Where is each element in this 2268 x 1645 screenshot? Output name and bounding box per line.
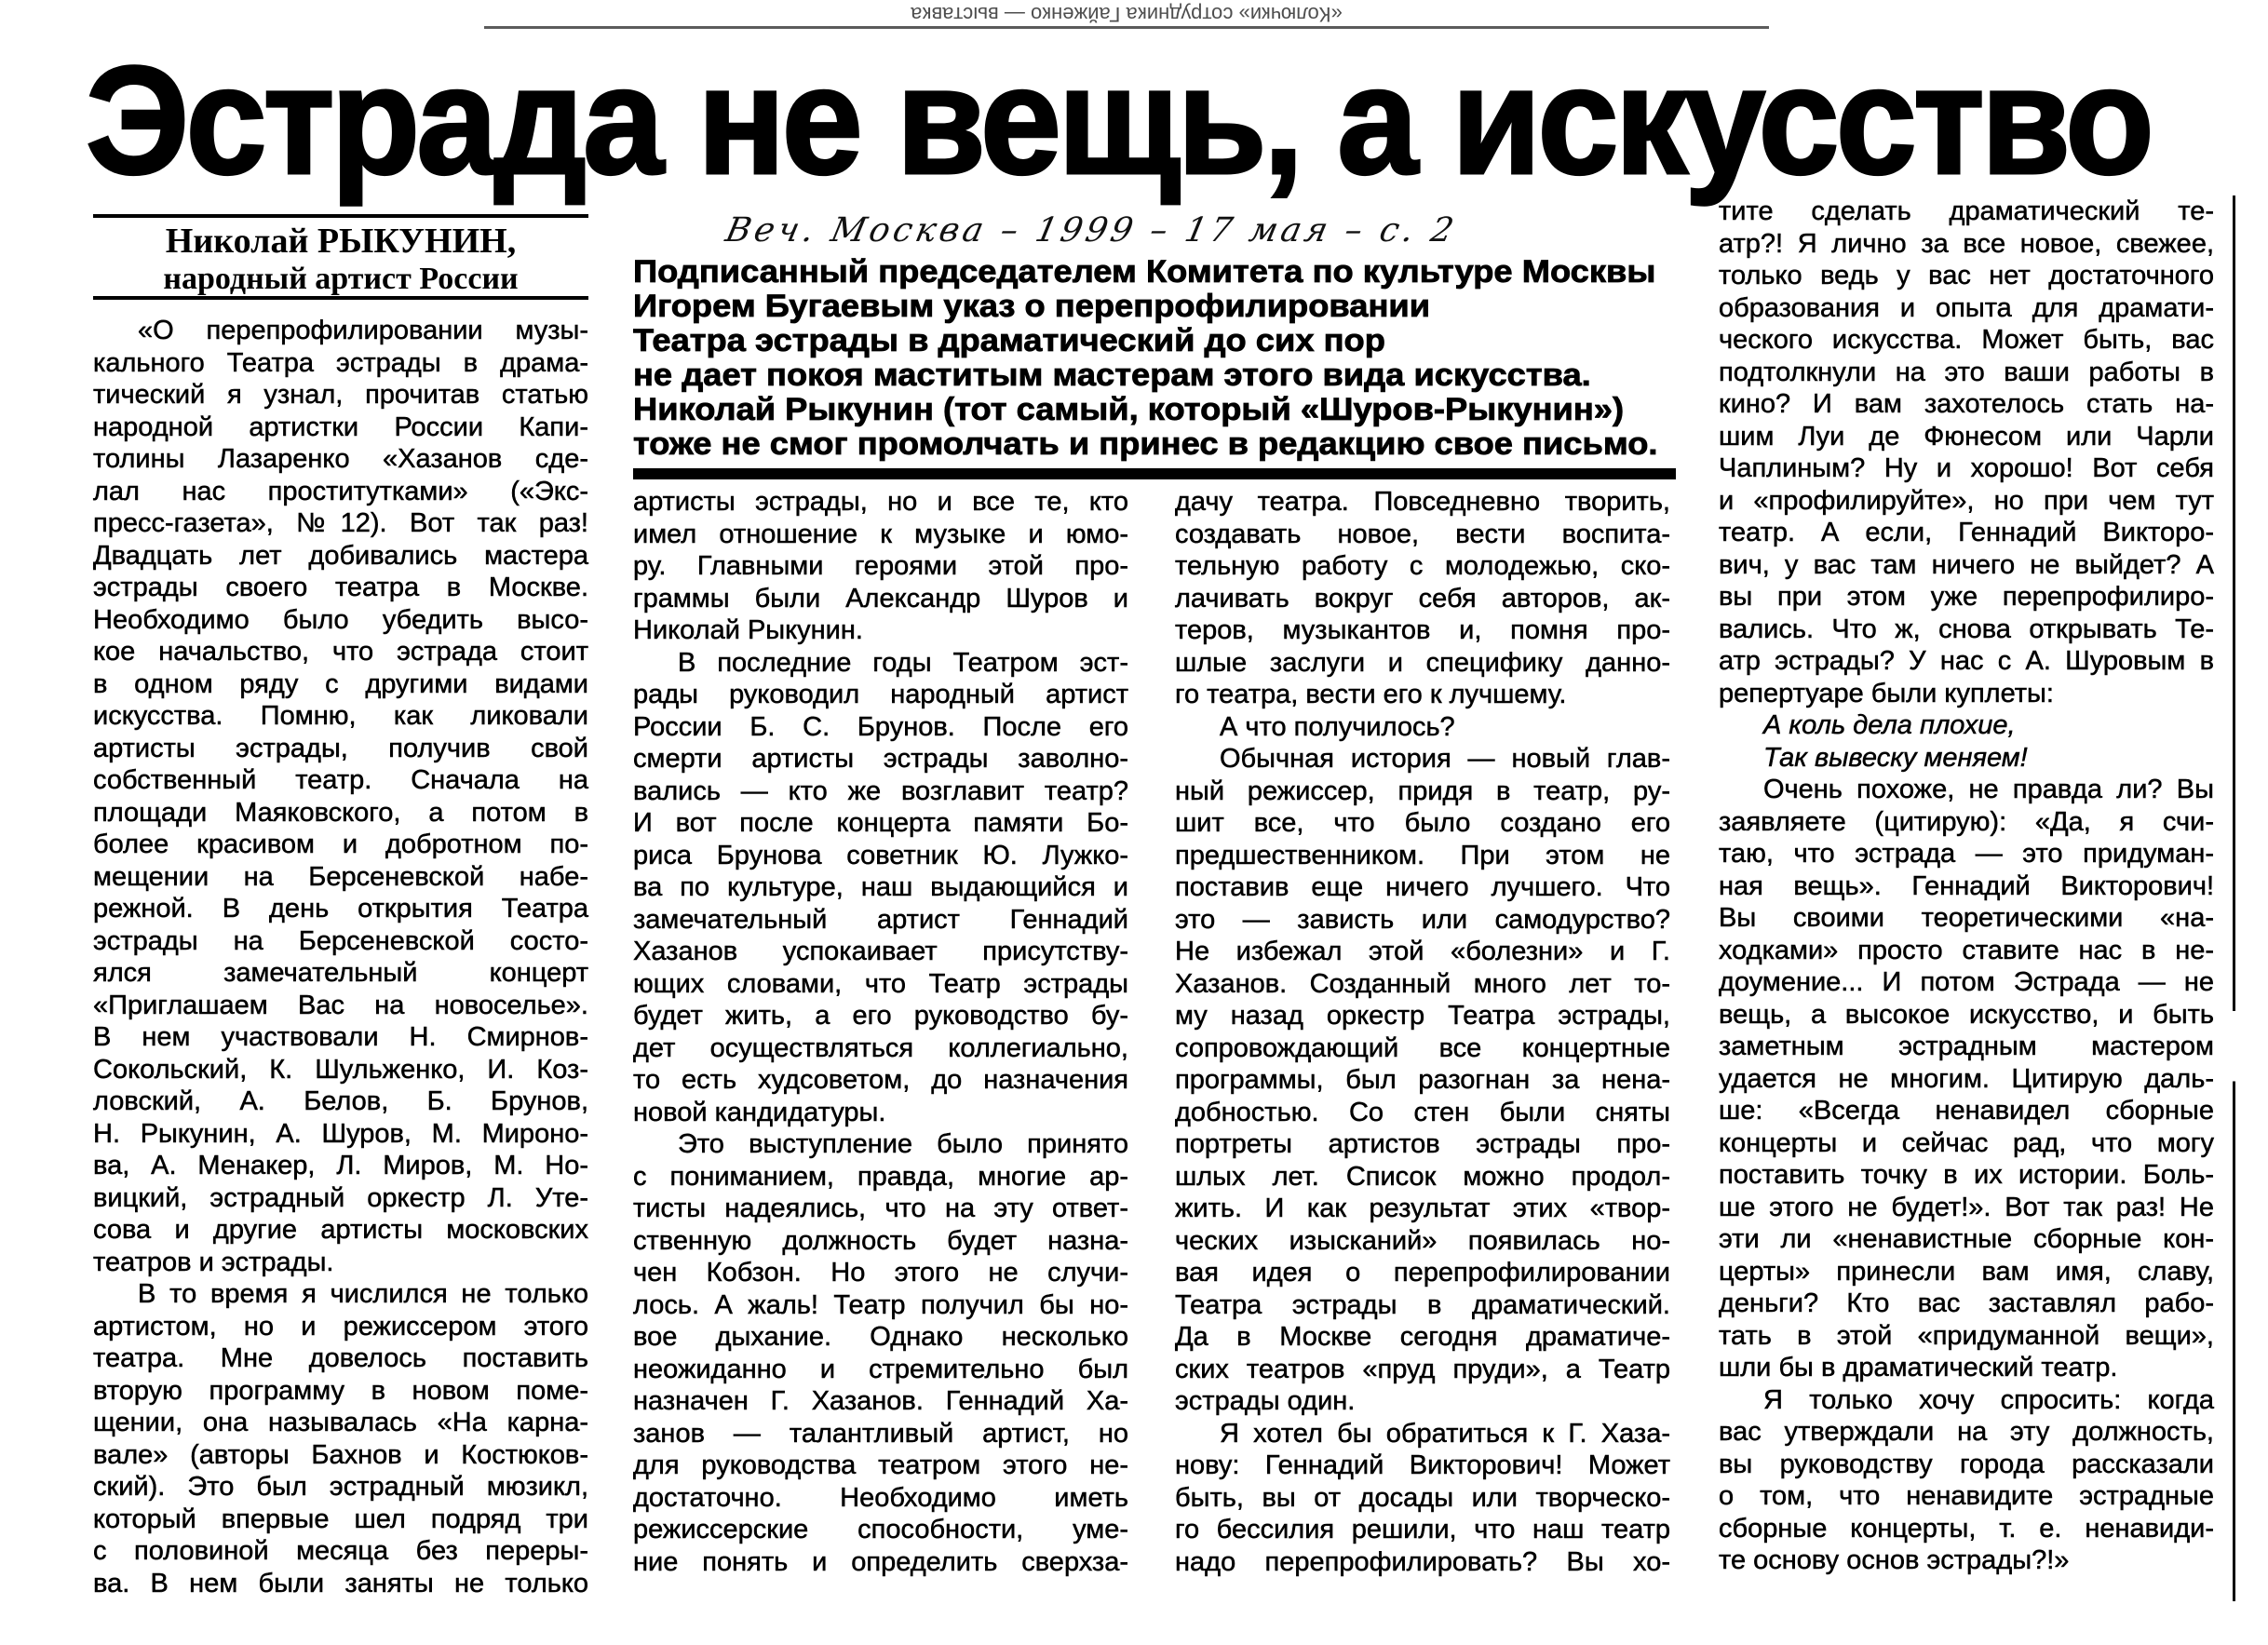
text-line: замечательный артист Геннадий (633, 904, 1128, 935)
text-line: артистом, но и режиссером этого (93, 1311, 588, 1342)
text-line: театр. А если, Геннадий Викторо- (1719, 518, 2214, 547)
text-line: теров, музыкантов и, помня про- (1175, 615, 1670, 645)
text-line: тите сделать драматический те- (1719, 196, 2214, 226)
text-line: И вот после концерта памяти Бо- (633, 808, 1128, 838)
text-line: Двадцать лет добивались мастера (93, 540, 588, 571)
text-line: искусства. Помню, как ликовали (93, 701, 588, 731)
text-line: режной. В день открытия Театра (93, 894, 588, 924)
text-line: артисты эстрады, но и все те, кто (633, 487, 1128, 517)
text-line: будет жить, а его руководство бу- (633, 1001, 1128, 1031)
text-line: вас утверждали на эту должность, (1719, 1417, 2214, 1447)
text-line: и «профилируйте», но при чем тут (1719, 485, 2214, 516)
text-line: му назад оркестр Театра эстрады, (1175, 1001, 1670, 1031)
text-line: Николай Рыкунин. (633, 615, 863, 645)
text-line: лось. А жаль! Театр получил бы но- (633, 1289, 1128, 1320)
handwritten-source-note: Веч. Москва – 1999 – 17 мая – с. 2 (722, 211, 1461, 249)
text-line: вицкий, эстрадный оркестр Л. Уте- (93, 1182, 588, 1213)
text-line: тический я узнал, прочитав статью (93, 380, 588, 410)
text-line: вое дыхание. Однако несколько (633, 1322, 1128, 1352)
text-line: толины Лазаренко «Хазанов сде- (93, 444, 588, 474)
article-lead (633, 255, 1657, 462)
text-line: кального Театра эстрады в драма- (93, 347, 588, 378)
text-line: дачу театра. Повседневно творить, (1175, 487, 1670, 517)
text-line: портреты артистов эстрады про- (1175, 1129, 1670, 1159)
lead-line: Театра эстрады в драматический до сих пор (633, 323, 1385, 358)
text-line: эстрады один. (1175, 1386, 1356, 1416)
text-line: вторую программу в новом поме- (93, 1375, 588, 1406)
text-line: «О перепрофилировании музы- (138, 316, 588, 345)
author-name: Николай РЫКУНИН, (165, 222, 517, 261)
text-line: площади Маяковского, а потом в (93, 797, 588, 828)
text-line: Сокольский, К. Шульженко, И. Коз- (93, 1054, 588, 1085)
text-line: шли бы в драматический театр. (1719, 1353, 2118, 1382)
text-line: ный режиссер, придя в театр, ру- (1175, 775, 1670, 806)
text-line: В последние годы Театром эст- (678, 647, 1128, 678)
text-line: который впервые шел подряд три (93, 1503, 588, 1534)
text-line: Не избежал этой «болезни» и Г. (1175, 937, 1670, 966)
text-line: ва. В нем были заняты не только (93, 1568, 588, 1598)
text-line: назначен Г. Хазанов. Геннадий Ха- (633, 1386, 1128, 1416)
text-line: артисты эстрады, получив свой (93, 733, 588, 763)
text-line: предшественником. При этом не (1175, 840, 1670, 870)
text-line: ходками» просто ставите нас в не- (1719, 935, 2214, 965)
text-line: жить. И как результат этих «твор- (1175, 1193, 1670, 1223)
text-line: сборные концерты, т. е. ненавиди- (1719, 1513, 2214, 1544)
text-line: ющих словами, что Театр эстрады (633, 968, 1128, 999)
text-line: заметным эстрадным мастером (1719, 1031, 2214, 1061)
text-line: театра. Мне довелось поставить (93, 1343, 588, 1373)
text-line: атр?! Я лично за все новое, свежее, (1719, 228, 2214, 259)
text-line: вещь, а высокое искусство, и быть (1719, 999, 2214, 1030)
text-line: репертуаре были куплеты: (1719, 678, 2054, 708)
text-line: только ведь у вас нет достаточного (1719, 261, 2214, 290)
text-line: Театра эстрады в драматический. (1175, 1289, 1670, 1320)
text-line: сова и другие артисты московских (93, 1215, 588, 1245)
text-line: Я только хочу спросить: когда (1763, 1384, 2214, 1415)
text-line: таю, что эстрада — это придуман- (1719, 839, 2214, 869)
text-line: неожиданно и стремительно был (633, 1354, 1128, 1384)
text-line: пресс-газета», №12). Вот так раз! (93, 508, 588, 538)
text-line: Обычная история — новый глав- (1220, 744, 1670, 774)
author-title: народный артист России (163, 262, 519, 296)
text-line: вая идея о перепрофилировании (1175, 1258, 1670, 1288)
text-line: Вы своими теоретическими «на- (1719, 903, 2214, 933)
text-line: дет осуществляться коллегиально, (633, 1032, 1128, 1063)
text-line: «Приглашаем Вас на новоселье». (93, 990, 588, 1020)
text-line: поставив еще ничего лучшего. Что (1175, 872, 1670, 902)
text-line: имел отношение к музыке и юмо- (633, 519, 1128, 549)
text-line: это — зависть или самодурство? (1175, 904, 1670, 935)
byline-top-rule (93, 214, 588, 218)
text-line: вич, у вас там ничего не выйдет? А (1719, 549, 2214, 580)
article-column-4 (1719, 196, 2214, 1577)
text-line: вы руководству города рассказали (1719, 1449, 2214, 1479)
text-line: го бессилия решили, что наш театр (1175, 1515, 1670, 1544)
text-line: тисты надеялись, что на эту ответ- (633, 1193, 1128, 1223)
text-line: ва по культуре, наш выдающийся и (633, 872, 1128, 902)
text-line: быть, вы от досады или творческо- (1175, 1482, 1670, 1513)
text-line: Н. Рыкунин, А. Шуров, М. Мироно- (93, 1118, 588, 1149)
text-line: доумение... И потом Эстрада — не (1719, 967, 2214, 997)
text-line: вале» (авторы Бахнов и Костюков- (93, 1439, 588, 1470)
text-line: ских театров «пруд пруди», а Театр (1175, 1354, 1670, 1384)
text-line: Необходимо было убедить высо- (93, 604, 588, 635)
text-line: чен Кобзон. Но этого не случи- (633, 1258, 1128, 1288)
text-line: собственный театр. Сначала на (93, 765, 588, 795)
text-line: России Б. С. Брунов. После его (633, 711, 1128, 742)
headline: Эстрада не вещь, а искусство (86, 34, 2151, 206)
text-line: эти ли «ненавистные сборные кон- (1719, 1224, 2214, 1254)
text-line: для руководства театром этого не- (633, 1450, 1128, 1480)
text-line: надо перепрофилировать? Вы хо- (1175, 1546, 1670, 1577)
text-line: с пониманием, правда, многие ар- (633, 1161, 1128, 1192)
text-line: шлых лет. Список можно продол- (1175, 1161, 1670, 1192)
text-line: кое начальство, что эстрада стоит (93, 637, 588, 667)
text-line: лачивать вокруг себя авторов, ак- (1175, 583, 1670, 614)
text-line: сопровождающий все концертные (1175, 1032, 1670, 1063)
text-line: церты» принесли вам имя, славу, (1719, 1256, 2214, 1287)
text-line: вались. Что ж, снова открывать Те- (1719, 614, 2214, 644)
article-column-1 (93, 315, 588, 1599)
text-line: лал нас проститутками» («Экс- (93, 476, 588, 506)
text-line: более красивом и добротном по- (93, 829, 588, 859)
text-line: нову: Геннадий Викторович! Может (1175, 1450, 1670, 1480)
text-line: о том, что ненавидите эстрадные (1719, 1481, 2214, 1511)
text-line: деньги? Кто вас заставлял рабо- (1719, 1288, 2214, 1318)
text-line: Я хотел бы обратиться к Г. Хаза- (1220, 1418, 1670, 1449)
text-line: Очень похоже, не правда ли? Вы (1763, 775, 2214, 804)
text-line: мещении на Берсеневской набе- (93, 861, 588, 892)
text-line: тать в этой «придуманной вещи», (1719, 1320, 2214, 1351)
text-line: занов — талантливый артист, но (633, 1418, 1128, 1449)
lead-line: не дает покоя маститым мастерам этого вида искусства. (633, 357, 1591, 393)
article-column-2 (633, 486, 1128, 1578)
text-line: Хазанов успокаивает присутству- (633, 937, 1128, 966)
text-line: ру. Главными героями этой про- (633, 551, 1128, 581)
text-line: вались — кто же возглавит театр? (633, 775, 1128, 806)
text-line: вы при этом уже перепрофилиро- (1719, 582, 2214, 612)
text-line: концерты и сейчас рад, что могу (1719, 1127, 2214, 1158)
text-line: В то время я числился не только (138, 1279, 588, 1309)
text-line: театров и эстрады. (93, 1247, 334, 1277)
text-line: А что получилось? (1220, 711, 1455, 742)
article-column-3 (1175, 486, 1670, 1578)
text-line: эстрады своего театра в Москве. (93, 573, 588, 602)
text-line: ная вещь». Геннадий Викторович! (1719, 870, 2214, 901)
text-line: ственную должность будет назна- (633, 1225, 1128, 1256)
text-line: ческого искусства. Может быть, вас (1719, 325, 2214, 355)
text-line: добностью. Со стен были сняты (1175, 1097, 1670, 1127)
text-line: ловский, А. Белов, Б. Брунов, (93, 1086, 588, 1116)
text-line: ялся замечательный концерт (93, 958, 588, 988)
text-line: удается не многим. Цитирую даль- (1719, 1063, 2214, 1094)
text-line: шит все, что было создано его (1175, 808, 1670, 838)
byline-bottom-rule (93, 296, 588, 300)
text-line: ва, А. Менакер, Л. Миров, М. Но- (93, 1151, 588, 1180)
text-line: шим Луи де Фюнесом или Чарли (1719, 421, 2214, 452)
text-line: смерти артисты эстрады заволно- (633, 744, 1128, 774)
text-line: создавать новое, вести воспита- (1175, 519, 1670, 549)
byline (93, 222, 588, 298)
lead-line: Игорем Бугаевым указ о перепрофилировании (633, 289, 1431, 324)
page-edge-rule (2233, 196, 2235, 1601)
text-line: го театра, вести его к лучшему. (1175, 680, 1567, 709)
text-line: ние понять и определить сверхза- (633, 1546, 1128, 1577)
text-line: Это выступление было принято (678, 1129, 1128, 1159)
text-line: те основу основ эстрады?!» (1719, 1545, 2070, 1575)
text-line: режиссерские способности, уме- (633, 1515, 1128, 1544)
verse-line: Так вывеску меняем! (1763, 742, 2028, 773)
text-line: ше: «Всегда ненавидел сборные (1719, 1096, 2214, 1126)
text-line: поставить точку в их истории. Боль- (1719, 1160, 2214, 1190)
text-line: достаточно. Необходимо иметь (633, 1482, 1128, 1513)
text-line: атр эстрады? У нас с А. Шуровым в (1719, 646, 2214, 676)
text-line: щении, она называлась «На карна- (93, 1408, 588, 1437)
verse-line: А коль дела плохие, (1763, 710, 2016, 740)
lead-line: Подписанный председателем Комитета по культуре Москвы (633, 254, 1656, 290)
text-line: рады руководил народный артист (633, 680, 1128, 709)
text-line: с половиной месяца без переры- (93, 1536, 588, 1566)
text-line: граммы были Александр Шуров и (633, 583, 1128, 614)
text-line: программы, был разогнан за нена- (1175, 1065, 1670, 1095)
text-line: ческих изысканий» появилась но- (1175, 1225, 1670, 1256)
text-line: Хазанов. Созданный много лет то- (1175, 968, 1670, 999)
text-line: заявляете (цитирую): «Да, я счи- (1719, 806, 2214, 837)
text-line: риса Брунова советник Ю. Лужко- (633, 840, 1128, 870)
text-line: эстрады на Берсеневской состо- (93, 925, 588, 956)
text-line: новой кандидатуры. (633, 1097, 886, 1127)
text-line: тельную работу с молодежью, ско- (1175, 551, 1670, 581)
lead-line: Николай Рыкунин (тот самый, который «Шуров-Рыкунин») (633, 392, 1625, 427)
text-line: то есть худсоветом, до назначения (633, 1065, 1128, 1095)
text-line: Чаплиным? Ну и хорошо! Вот себя (1719, 453, 2214, 483)
text-line: подтолкнули на это ваши работы в (1719, 357, 2214, 387)
text-line: кино? И вам захотелось стать на- (1719, 389, 2214, 419)
lead-divider-rule (633, 468, 1676, 479)
mirrored-bleed-through-text: «Колючки» сотрудника Гайженко — выставка (484, 2, 1769, 29)
text-line: ский). Это был эстрадный мюзикл, (93, 1472, 588, 1502)
text-line: народной артистки России Капи- (93, 411, 588, 442)
text-line: В нем участвовали Н. Смирнов- (93, 1022, 588, 1052)
text-line: шлые заслуги и специфику данно- (1175, 647, 1670, 678)
text-line: образования и опыта для драмати- (1719, 292, 2214, 323)
text-line: в одном ряду с другими видами (93, 668, 588, 699)
text-line: ше этого не будет!». Вот так раз! Не (1719, 1192, 2214, 1222)
lead-line: тоже не смог промолчать и принес в редакцию свое письмо. (633, 426, 1658, 462)
text-line: Да в Москве сегодня драматиче- (1175, 1322, 1670, 1352)
